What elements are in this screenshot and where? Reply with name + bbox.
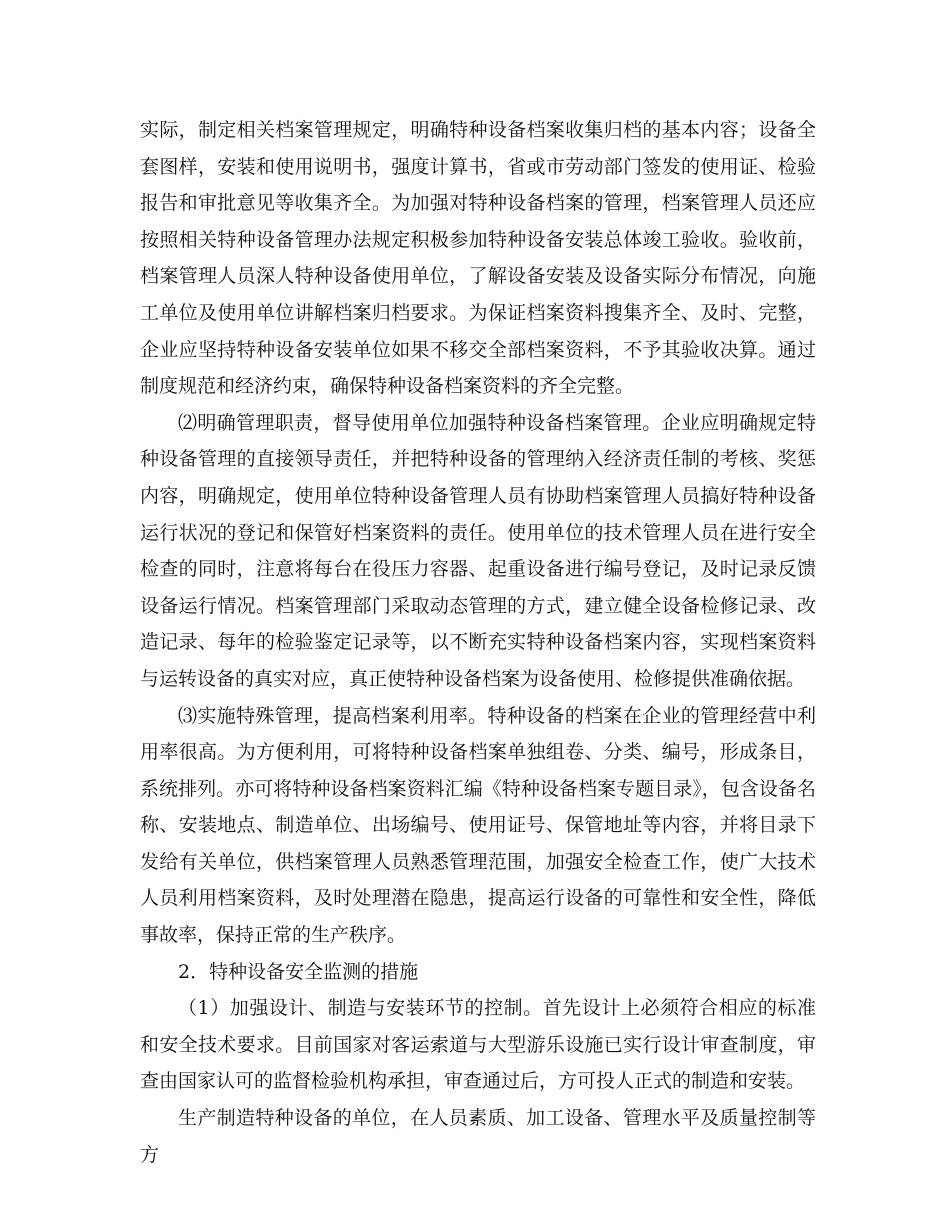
paragraph-manufacturing-units: 生产制造特种设备的单位，在人员素质、加工设备、管理水平及质量控制等方 xyxy=(140,1107,816,1166)
paragraph-design-control: （1）加强设计、制造与安装环节的控制。首先设计上必须符合相应的标准和安全技术要求。目前国家对客运索道与大型游乐设施已实行设计审查制度，审查由国家认可的监督检验机构承担，审查通过后，方可投人正式的制造和安装。 xyxy=(140,997,816,1093)
document-body xyxy=(140,112,816,1173)
paragraph-special-management: ⑶实施特殊管理，提高档案利用率。特种设备的档案在企业的管理经营中利用率很高。为方便利用，可将特种设备档案单独组卷、分类、编号，形成条目，系统排列。亦可将特种设备档案资料汇编《特种设备档案专题目录》，包含设备名称、安装地点、制造单位、出场编号、使用证号、保管地址等内容，并将目录下发给有关单位，供档案管理人员熟悉管理范围，加强安全检查工作，使广大技术人员利用档案资料，及时处理潜在隐患，提高运行设备的可靠性和安全性，降低事故率，保持正常的生产秩序。 xyxy=(140,704,816,947)
section-heading-safety-monitoring: 2．特种设备安全监测的措施 xyxy=(178,960,419,983)
paragraph-management-duties: ⑵明确管理职责，督导使用单位加强特种设备档案管理。企业应明确规定特种设备管理的直接领导责任，并把特种设备的管理纳入经济责任制的考核、奖惩内容，明确规定，使用单位特种设备管理人员有协助档案管理人员搞好特种设备运行状况的登记和保管好档案资料的责任。使用单位的技术管理人员在进行安全检查的同时，注意将每台在役压力容器、起重设备进行编号登记，及时记录反馈设备运行情况。档案管理部门采取动态管理的方式，建立健全设备检修记录、改造记录、每年的检验鉴定记录等，以不断充实特种设备档案内容，实现档案资料与运转设备的真实对应，真正使特种设备档案为设备使用、检修提供准确依据。 xyxy=(140,411,816,690)
paragraph-archive-rules: 实际，制定相关档案管理规定，明确特种设备档案收集归档的基本内容；设备全套图样，安装和使用说明书，强度计算书，省或市劳动部门签发的使用证、检验报告和审批意见等收集齐全。为加强对特种设备档案的管理，档案管理人员还应按照相关特种设备管理办法规定积极参加特种设备安装总体竣工验收。验收前，档案管理人员深人特种设备使用单位，了解设备安装及设备实际分布情况，向施工单位及使用单位讲解档案归档要求。为保证档案资料搜集齐全、及时、完整，企业应坚持特种设备安装单位如果不移交全部档案资料，不予其验收决算。通过制度规范和经济约束，确保特种设备档案资料的齐全完整。 xyxy=(140,119,816,398)
